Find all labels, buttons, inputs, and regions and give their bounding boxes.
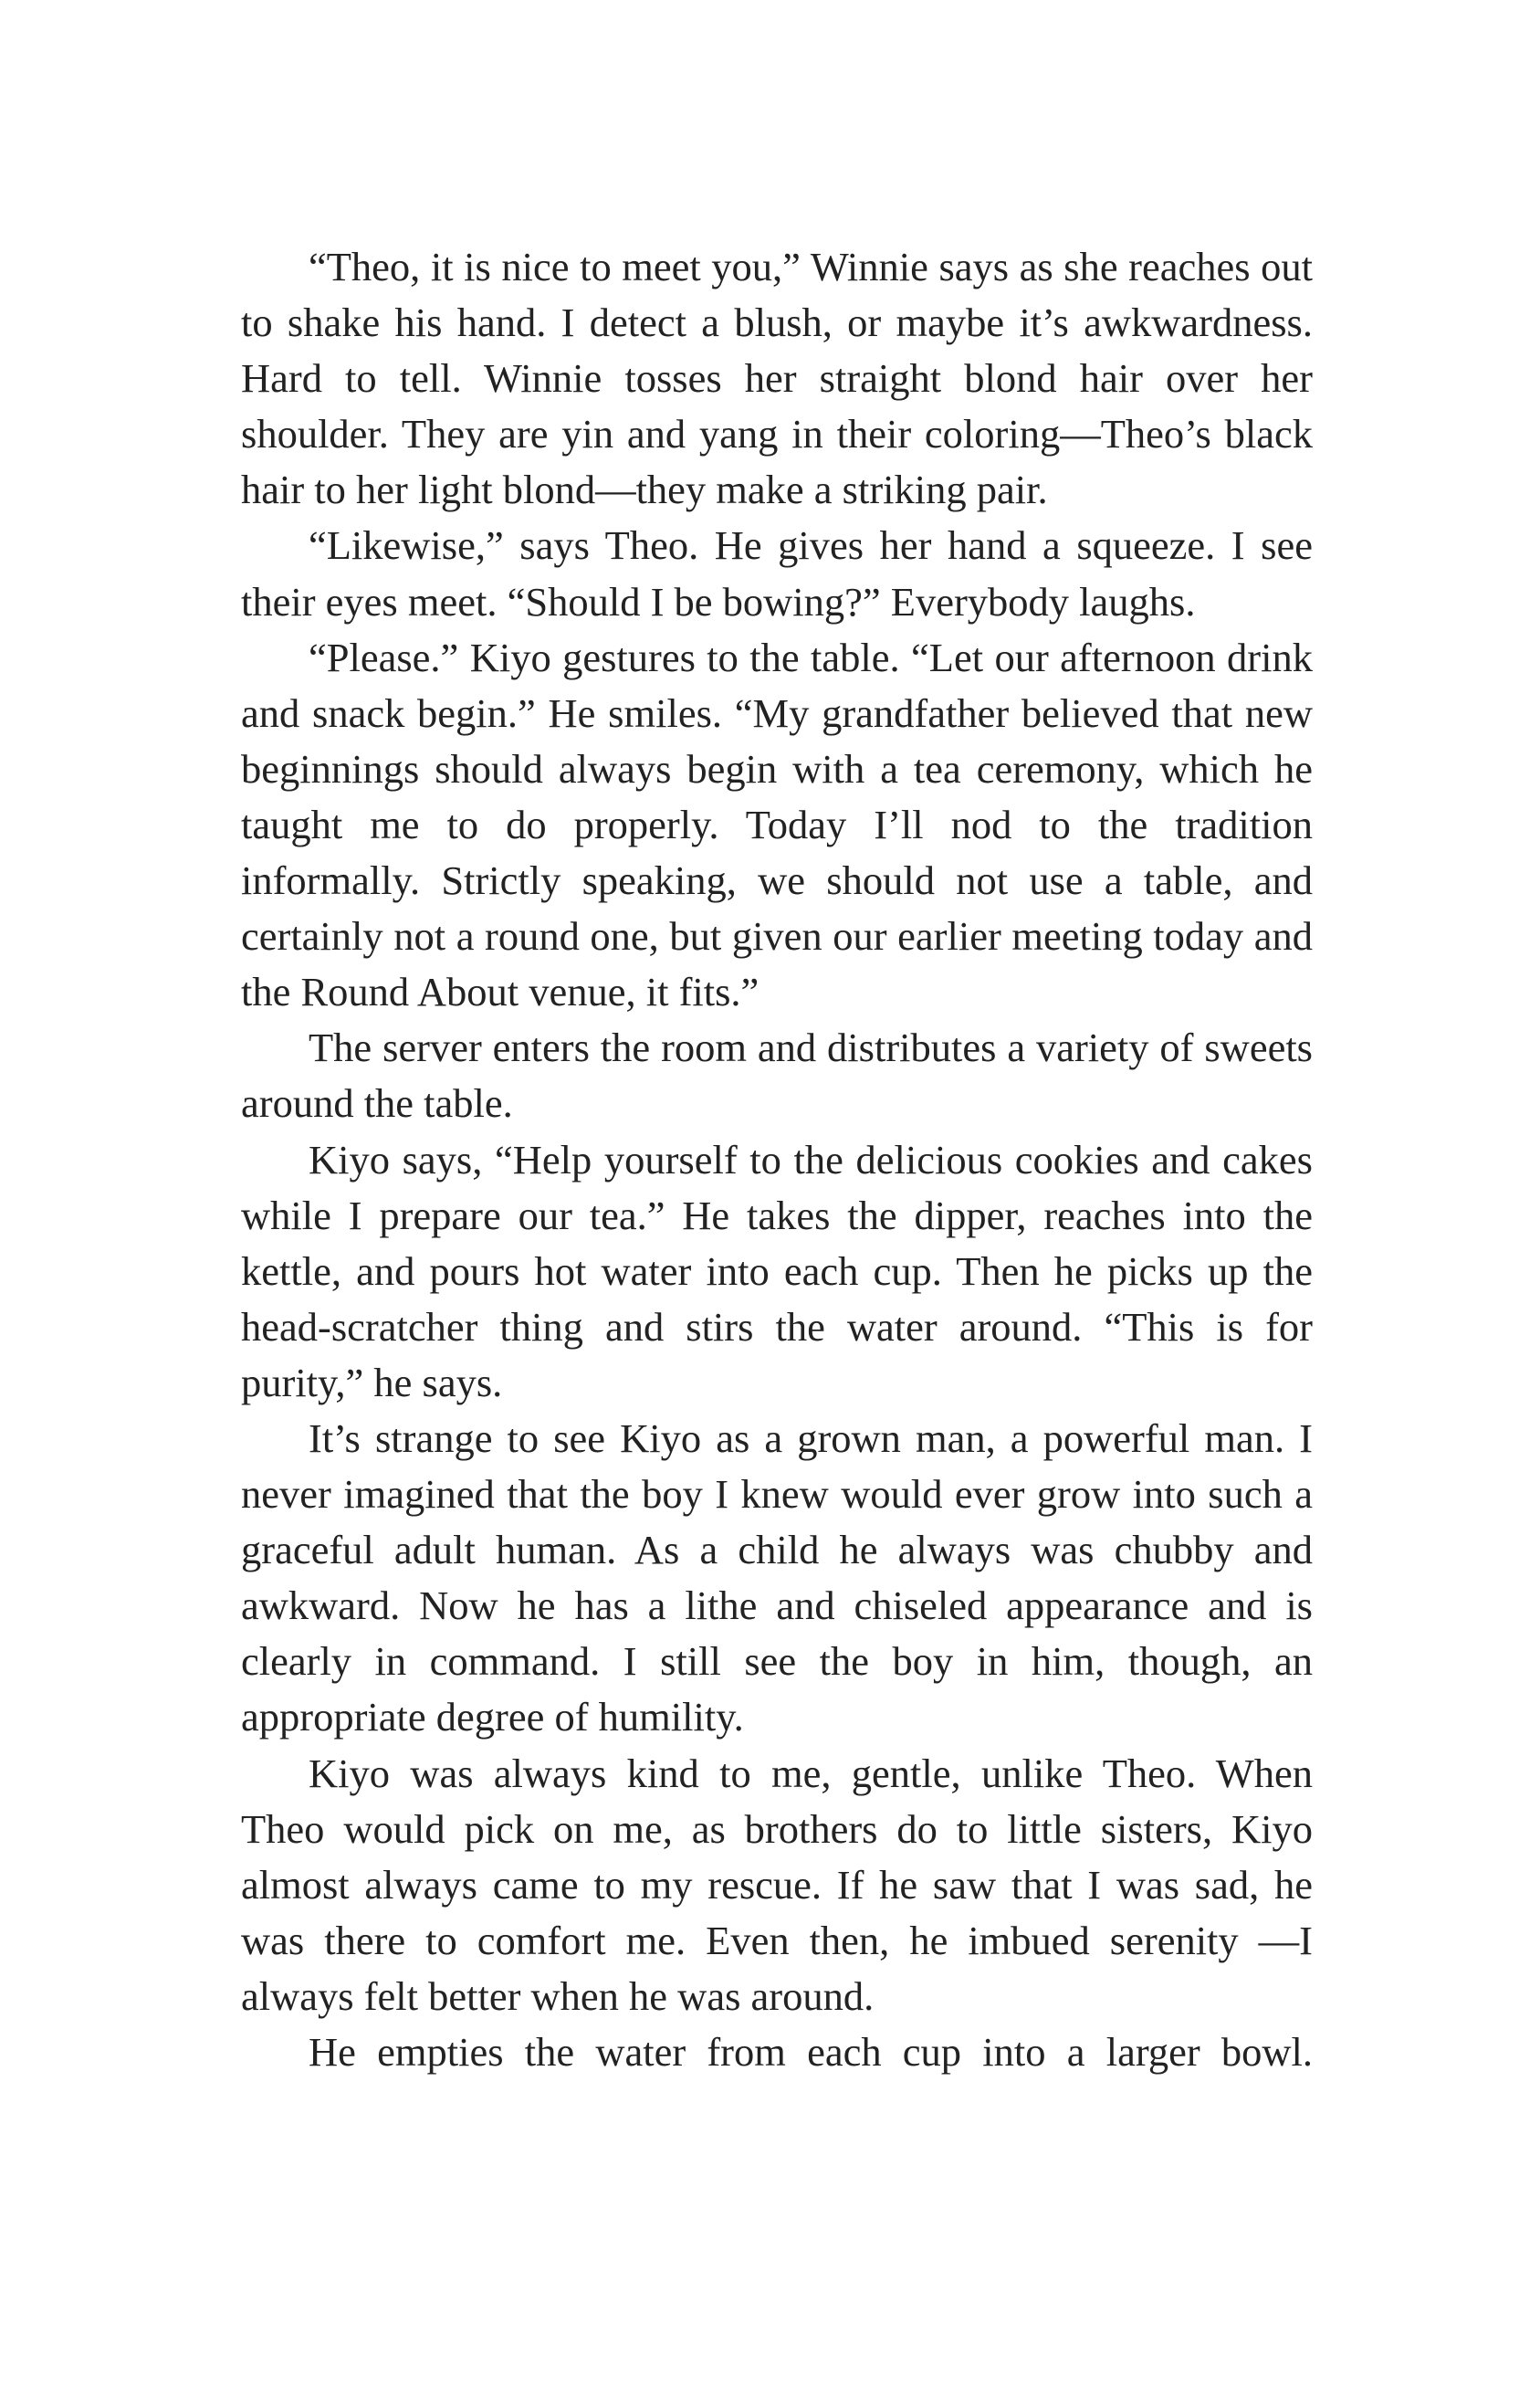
paragraph: “Likewise,” says Theo. He gives her hand a squeeze. I see their eyes meet. “Should I be bowing?” Everybody laughs. <box>241 522 1313 625</box>
body-text <box>241 239 1313 2080</box>
paragraph: Kiyo was always kind to me, gentle, unlike Theo. When Theo would pick on me, as brothers do to little sisters, Kiyo almost always came to my rescue. If he saw that I was sad, he was there to comfort me. Even then, he imbued serenity —I always felt better when he was around. <box>241 1750 1313 2019</box>
paragraph: “Theo, it is nice to meet you,” Winnie says as she reaches out to shake his hand. I detect a blush, or maybe it’s awkwardness. Hard to tell. Winnie tosses her straight blond hair over her shoulder. They are yin and yang in their coloring—Theo’s black hair to her light blond—they make a striking pair. <box>241 244 1313 513</box>
paragraph: Kiyo says, “Help yourself to the delicious cookies and cakes while I prepare our tea.” He takes the dipper, reaches into the kettle, and pours hot water into each cup. Then he picks up the head-scratcher thing and stirs the water around. “This is for purity,” he says. <box>241 1136 1313 1405</box>
paragraph: “Please.” Kiyo gestures to the table. “Let our afternoon drink and snack begin.” He smiles. “My grandfather believed that new beginnings should always begin with a tea ceremony, which he taught me to do properly. Today I’ll nod to the tradition informally. Strictly speaking, we should not use a table, and certainly not a round one, but given our earlier meeting today and the Round About venue, it fits.” <box>241 634 1313 1015</box>
paragraph: The server enters the room and distributes a variety of sweets around the table. <box>241 1025 1313 1127</box>
paragraph: He empties the water from each cup into a larger bowl. <box>309 2029 1313 2075</box>
paragraph: It’s strange to see Kiyo as a grown man, a powerful man. I never imagined that the boy I knew would ever grow into such a graceful adult human. As a child he always was chubby and awkward. Now he has a lithe and chiseled appearance and is clearly in command. I still see the boy in him, though, an appropriate degree of humility. <box>241 1414 1313 1740</box>
